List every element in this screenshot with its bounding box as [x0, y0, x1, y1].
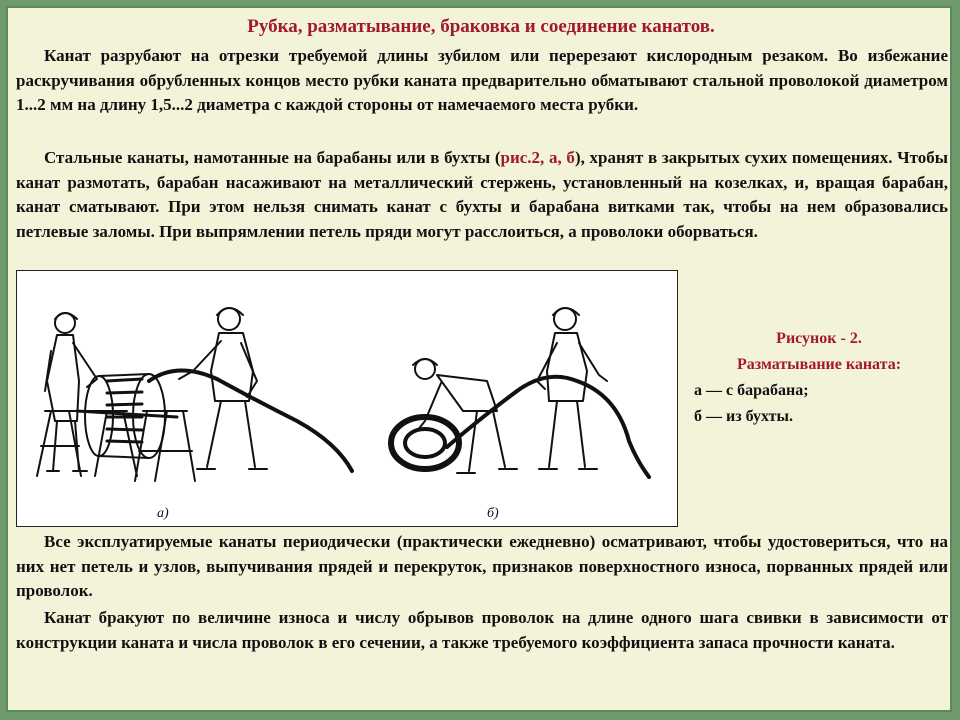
caption-item-b: б — из бухты.: [694, 408, 793, 425]
slide-title: Рубка, разматывание, браковка и соединение канатов.: [247, 16, 715, 37]
figure-caption: [694, 326, 944, 430]
caption-item-a: а — с барабана;: [694, 382, 809, 399]
paragraph-inspection: [16, 530, 948, 604]
figure-label-b: б): [487, 506, 499, 521]
slide: [6, 6, 952, 712]
sawhorse-left: [37, 411, 137, 476]
figure-reference: рис.2, а, б: [500, 148, 575, 167]
paragraph-cutting: [16, 44, 948, 118]
figure-label-a: а): [157, 506, 169, 521]
figure-unwinding-illustration: [16, 270, 678, 527]
paragraph-cutting-text: Канат разрубают на отрезки требуемой длины зубилом или перерезают кислородным резаком. Во избежание раскручивания обрубленных концов место рубки каната предварительно обматывают стальной проволокой диаметром 1...2 мм на длину 1,5...2 диаметра с каждой стороны от намечаемого места рубки.: [16, 46, 948, 114]
paragraph-unwinding-text-2: ), хранят в закрытых сухих помещениях. Чтобы канат размотать, барабан насаживают на металлический стержень, установленный на козелках, и, вращая барабан, канат сматывают. При этом нельзя снимать канат с бухты и барабана витками так, чтобы на нем образовались петлевые заломы. При выпрямлении петель пряди могут расслоиться, а проволоки оборваться.: [16, 148, 949, 241]
worker-middle: [179, 308, 267, 469]
paragraph-inspection-text: Все эксплуатируемые канаты периодически (практически ежедневно) осматривают, чтобы удостовериться, что на них нет петель и узлов, выпучивания прядей и перекруток, признаков поверхностного износа, порванных прядей или проволок.: [16, 532, 948, 600]
paragraph-unwinding-text-1: Стальные канаты, намотанные на барабаны или в бухты (: [44, 148, 501, 167]
paragraph-rejection: [16, 606, 948, 655]
caption-title-line2: Разматывание каната:: [736, 356, 902, 373]
caption-title-line1: Рисунок - 2.: [776, 330, 862, 347]
paragraph-rejection-text: Канат бракуют по величине износа и числу обрывов проволок на длине одного шага свивки в зависимости от конструкции каната и числа проволок в его сечении, а также требуемого коэффициента запаса прочности каната.: [16, 608, 948, 652]
unwinding-drawing: [17, 271, 677, 526]
paragraph-unwinding: [16, 146, 948, 244]
